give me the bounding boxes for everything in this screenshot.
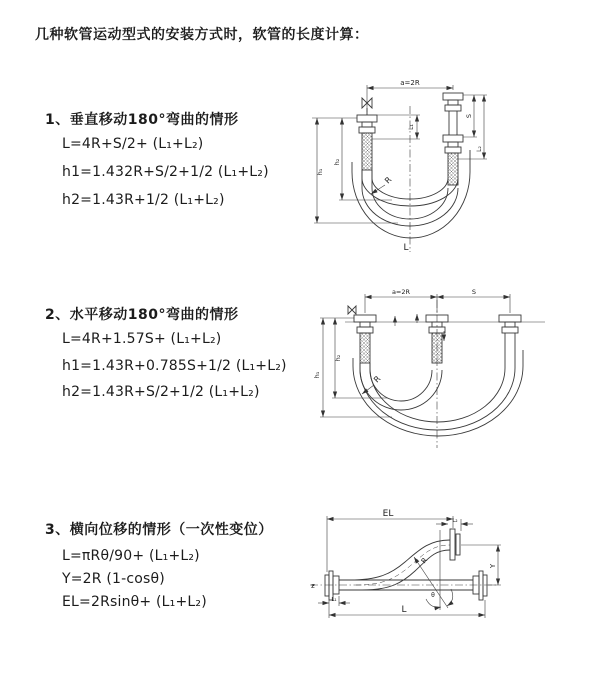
flange-displaced — [450, 529, 460, 560]
section-1-heading: 1、垂直移动180°弯曲的情形 — [45, 112, 239, 128]
dim-label-r: R — [419, 556, 430, 566]
dim-label-y: Y — [489, 563, 497, 569]
formula-h1: h1=1.43R+0.785S+1/2 (L₁+L₂) — [62, 358, 287, 374]
page-title: 几种软管运动型式的安装方式时，软管的长度计算： — [35, 27, 369, 43]
dim-label-h1: h₁ — [316, 168, 324, 176]
dim-label-h2: h₂ — [333, 158, 341, 166]
dim-label-l: L — [403, 243, 409, 253]
dim-label-l1: L₁ — [408, 124, 415, 130]
hose-fitting — [357, 115, 377, 170]
hose-fitting-displaced — [499, 315, 521, 352]
formula-length: L=πRθ/90+ (L₁+L₂) — [62, 548, 200, 564]
dim-label-l1: L₁ — [331, 597, 337, 603]
diagram-horizontal-180-bend — [313, 288, 545, 448]
dim-label-h1: h₁ — [313, 371, 321, 379]
centerline-break-mark: ƶ — [311, 582, 315, 590]
dim-label-s: S — [465, 113, 473, 119]
formula-length: L=4R+1.57S+ (L₁+L₂) — [62, 331, 222, 347]
valve-icon — [348, 306, 356, 314]
hose-fitting — [354, 315, 376, 363]
flange — [473, 571, 487, 600]
section-2-heading: 2、水平移动180°弯曲的情形 — [45, 307, 239, 323]
dim-label-r: R — [383, 175, 394, 186]
dim-label-r: R — [372, 374, 383, 385]
diagram-lateral-displacement — [310, 509, 501, 618]
hose-fitting — [426, 315, 448, 363]
dim-label-el: EL — [382, 509, 394, 519]
formula-el: EL=2Rsinθ+ (L₁+L₂) — [62, 594, 207, 610]
dim-label-a2r: a=2R — [391, 288, 411, 296]
dim-label-a2r: a=2R — [400, 79, 420, 87]
dimensions — [320, 294, 510, 417]
dim-label-h2: h₂ — [334, 354, 342, 362]
angle-label-theta: θ — [431, 592, 435, 599]
hose-fitting — [443, 93, 463, 135]
flange — [325, 571, 339, 600]
dim-label-l2: L₂ — [476, 146, 483, 152]
diagram-vertical-180-bend — [312, 79, 487, 253]
formula-y: Y=2R (1-cosθ) — [62, 571, 165, 587]
formula-h2: h2=1.43R+S/2+1/2 (L₁+L₂) — [62, 384, 260, 400]
dim-label-l2: L₂ — [452, 518, 458, 524]
hose-displaced-curve — [350, 540, 450, 590]
formula-length: L=4R+S/2+ (L₁+L₂) — [62, 136, 204, 152]
section-3-heading: 3、横向位移的情形（一次性变位） — [45, 522, 273, 538]
formula-h1: h1=1.432R+S/2+1/2 (L₁+L₂) — [62, 164, 269, 180]
hose-fitting-displaced — [443, 135, 463, 185]
dim-label-s: S — [471, 288, 477, 296]
dimensions — [318, 516, 501, 618]
formula-h2: h2=1.43R+1/2 (L₁+L₂) — [62, 192, 225, 208]
dim-label-l: L — [401, 605, 407, 615]
